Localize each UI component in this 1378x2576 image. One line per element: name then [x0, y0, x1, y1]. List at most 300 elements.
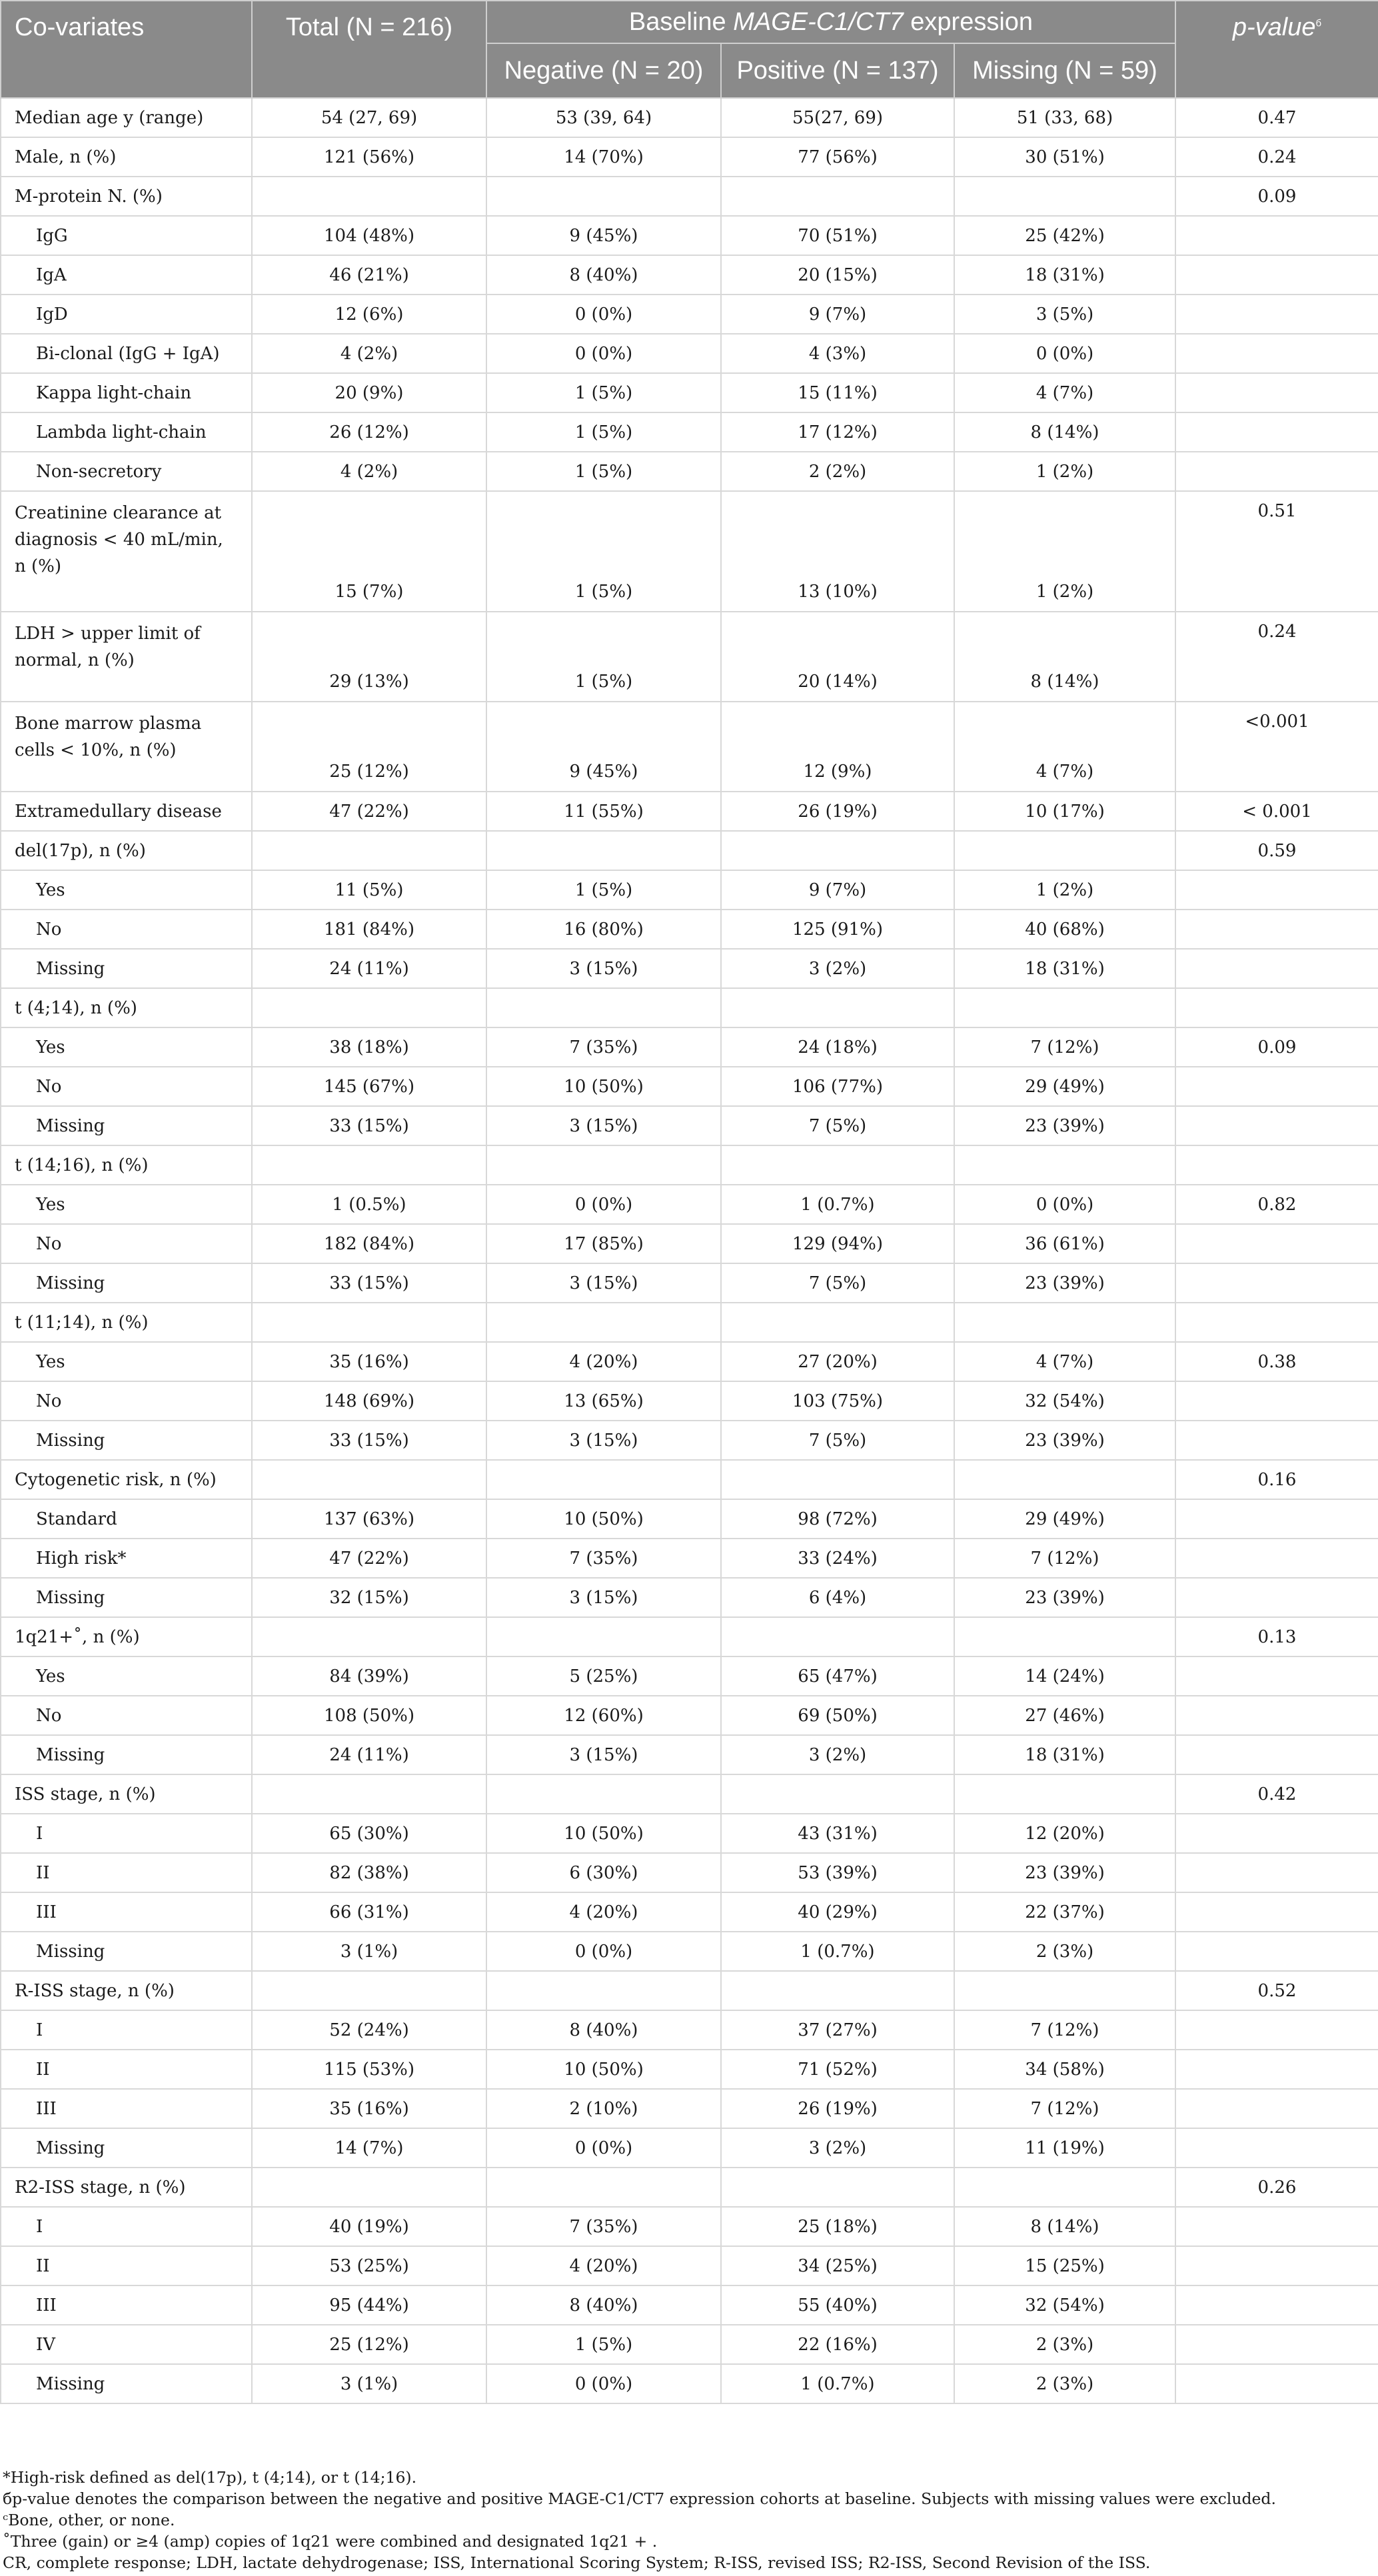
cell-negative: 1 (5%)	[486, 373, 721, 412]
cell-negative	[486, 177, 721, 216]
cell-negative: 11 (55%)	[486, 792, 721, 831]
table-row	[1, 1932, 1378, 1971]
cell-p-value	[1175, 2325, 1378, 2364]
cell-total: 181 (84%)	[252, 910, 486, 949]
cell-missing: 11 (19%)	[954, 2128, 1175, 2168]
cell-total: 35 (16%)	[252, 2089, 486, 2128]
cell-negative: 10 (50%)	[486, 2050, 721, 2089]
row-label: Missing	[1, 1421, 252, 1460]
cell-missing: 18 (31%)	[954, 1735, 1175, 1774]
cell-missing: 23 (39%)	[954, 1106, 1175, 1145]
cell-total	[252, 1617, 486, 1656]
cell-missing: 3 (5%)	[954, 295, 1175, 334]
cell-missing	[954, 831, 1175, 870]
cell-missing	[954, 1145, 1175, 1185]
header-group-gene: MAGE-C1/CT7	[733, 7, 904, 36]
cell-negative: 16 (80%)	[486, 910, 721, 949]
cell-missing: 7 (12%)	[954, 1539, 1175, 1578]
cell-p-value: 0.59	[1175, 831, 1378, 870]
cell-p-value	[1175, 255, 1378, 295]
cell-total: 11 (5%)	[252, 870, 486, 910]
cell-positive: 12 (9%)	[721, 702, 954, 792]
cell-missing: 27 (46%)	[954, 1696, 1175, 1735]
row-label: LDH > upper limit of normal, n (%)	[1, 612, 252, 702]
cell-p-value	[1175, 910, 1378, 949]
table-row	[1, 98, 1378, 137]
header-missing: Missing (N = 59)	[954, 43, 1175, 98]
table-row	[1, 2128, 1378, 2168]
cell-total: 84 (39%)	[252, 1656, 486, 1696]
cell-negative: 7 (35%)	[486, 2207, 721, 2246]
cell-positive: 65 (47%)	[721, 1656, 954, 1696]
table-row	[1, 1617, 1378, 1656]
cell-p-value	[1175, 295, 1378, 334]
cell-positive: 27 (20%)	[721, 1342, 954, 1381]
table-row	[1, 137, 1378, 177]
cell-total: 3 (1%)	[252, 1932, 486, 1971]
cell-total	[252, 1303, 486, 1342]
header-p-value	[1175, 1, 1378, 98]
cell-missing: 4 (7%)	[954, 702, 1175, 792]
cell-positive: 7 (5%)	[721, 1421, 954, 1460]
table-row	[1, 1971, 1378, 2010]
cell-missing: 1 (2%)	[954, 870, 1175, 910]
cell-positive: 26 (19%)	[721, 2089, 954, 2128]
cell-p-value	[1175, 2207, 1378, 2246]
cell-total: 182 (84%)	[252, 1224, 486, 1263]
cell-missing: 2 (3%)	[954, 1932, 1175, 1971]
table-row	[1, 1460, 1378, 1499]
header-p-value-mark: б	[1315, 17, 1322, 29]
cell-total	[252, 1145, 486, 1185]
cell-total: 38 (18%)	[252, 1027, 486, 1067]
table-row	[1, 1853, 1378, 1892]
cell-positive: 71 (52%)	[721, 2050, 954, 2089]
table-row	[1, 1224, 1378, 1263]
row-label: Yes	[1, 870, 252, 910]
table-row	[1, 1027, 1378, 1067]
cell-p-value: 0.52	[1175, 1971, 1378, 2010]
row-label: IV	[1, 2325, 252, 2364]
cell-positive: 98 (72%)	[721, 1499, 954, 1539]
row-label: III	[1, 2285, 252, 2325]
cell-negative: 3 (15%)	[486, 1106, 721, 1145]
row-label: del(17p), n (%)	[1, 831, 252, 870]
cell-total: 12 (6%)	[252, 295, 486, 334]
header-p-value-label: p-value	[1232, 13, 1316, 41]
cell-total: 4 (2%)	[252, 452, 486, 491]
cell-positive: 9 (7%)	[721, 870, 954, 910]
cell-total: 33 (15%)	[252, 1421, 486, 1460]
cell-positive: 25 (18%)	[721, 2207, 954, 2246]
cell-p-value	[1175, 2089, 1378, 2128]
row-label: II	[1, 1853, 252, 1892]
cell-negative	[486, 831, 721, 870]
row-label: IgD	[1, 295, 252, 334]
row-label: Male, n (%)	[1, 137, 252, 177]
cell-positive: 24 (18%)	[721, 1027, 954, 1067]
cell-negative: 9 (45%)	[486, 702, 721, 792]
cell-missing	[954, 1460, 1175, 1499]
cell-p-value	[1175, 1735, 1378, 1774]
row-label: R-ISS stage, n (%)	[1, 1971, 252, 2010]
table-row	[1, 1814, 1378, 1853]
table-row	[1, 412, 1378, 452]
cell-total	[252, 1774, 486, 1814]
header-covariates: Co-variates	[1, 1, 252, 98]
cell-missing: 23 (39%)	[954, 1421, 1175, 1460]
cell-p-value	[1175, 1421, 1378, 1460]
row-label: IgA	[1, 255, 252, 295]
cell-negative: 2 (10%)	[486, 2089, 721, 2128]
row-label: Standard	[1, 1499, 252, 1539]
cell-negative: 10 (50%)	[486, 1499, 721, 1539]
cell-positive: 1 (0.7%)	[721, 2364, 954, 2403]
cell-positive: 1 (0.7%)	[721, 1932, 954, 1971]
cell-negative: 1 (5%)	[486, 491, 721, 612]
cell-total: 24 (11%)	[252, 949, 486, 988]
cell-negative: 4 (20%)	[486, 1342, 721, 1381]
cell-p-value: < 0.001	[1175, 792, 1378, 831]
table-row	[1, 295, 1378, 334]
cell-p-value	[1175, 1656, 1378, 1696]
row-label: Cytogenetic risk, n (%)	[1, 1460, 252, 1499]
header-negative: Negative (N = 20)	[486, 43, 721, 98]
table-row	[1, 702, 1378, 792]
table-row	[1, 216, 1378, 255]
table-row	[1, 1735, 1378, 1774]
table-row	[1, 1539, 1378, 1578]
table-row	[1, 2325, 1378, 2364]
table-row	[1, 1263, 1378, 1303]
table-body	[1, 98, 1378, 2403]
cell-negative: 0 (0%)	[486, 2364, 721, 2403]
cell-missing: 32 (54%)	[954, 1381, 1175, 1421]
footnote: бp-value denotes the comparison between the negative and positive MAGE-C1/CT7 expression cohorts at baseline. Subjects with missing values were excluded.	[3, 2489, 1276, 2508]
cell-positive: 37 (27%)	[721, 2010, 954, 2050]
cell-missing	[954, 988, 1175, 1027]
cell-positive: 7 (5%)	[721, 1106, 954, 1145]
cell-positive: 3 (2%)	[721, 949, 954, 988]
cell-missing: 7 (12%)	[954, 2089, 1175, 2128]
cell-positive: 3 (2%)	[721, 1735, 954, 1774]
table-row	[1, 2089, 1378, 2128]
cell-total: 47 (22%)	[252, 1539, 486, 1578]
cell-p-value	[1175, 1145, 1378, 1185]
table-row	[1, 1499, 1378, 1539]
row-label: III	[1, 1892, 252, 1932]
cell-p-value: 0.09	[1175, 177, 1378, 216]
row-label: t (14;16), n (%)	[1, 1145, 252, 1185]
row-label: Bone marrow plasma cells < 10%, n (%)	[1, 702, 252, 792]
table-row	[1, 870, 1378, 910]
cell-positive: 40 (29%)	[721, 1892, 954, 1932]
cell-negative: 0 (0%)	[486, 334, 721, 373]
row-label: III	[1, 2089, 252, 2128]
table-footnotes	[0, 2467, 1362, 2573]
cell-p-value: 0.09	[1175, 1027, 1378, 1067]
row-label: Non-secretory	[1, 452, 252, 491]
cell-missing: 8 (14%)	[954, 2207, 1175, 2246]
row-label: I	[1, 2010, 252, 2050]
table-row	[1, 1656, 1378, 1696]
cell-positive: 34 (25%)	[721, 2246, 954, 2285]
cell-positive	[721, 831, 954, 870]
table-row	[1, 988, 1378, 1027]
cell-p-value	[1175, 452, 1378, 491]
cell-p-value	[1175, 373, 1378, 412]
cell-missing: 15 (25%)	[954, 2246, 1175, 2285]
cell-p-value	[1175, 2128, 1378, 2168]
cell-total: 26 (12%)	[252, 412, 486, 452]
table-row	[1, 1185, 1378, 1224]
cell-total: 82 (38%)	[252, 1853, 486, 1892]
cell-missing: 1 (2%)	[954, 491, 1175, 612]
row-label: High risk*	[1, 1539, 252, 1578]
row-label: Missing	[1, 1263, 252, 1303]
cell-negative: 8 (40%)	[486, 2010, 721, 2050]
table-row	[1, 2246, 1378, 2285]
cell-p-value	[1175, 2285, 1378, 2325]
row-label: 1q21+˚, n (%)	[1, 1617, 252, 1656]
cell-negative: 3 (15%)	[486, 1735, 721, 1774]
row-label: Missing	[1, 2128, 252, 2168]
table-row	[1, 792, 1378, 831]
cell-p-value	[1175, 2010, 1378, 2050]
row-label: No	[1, 910, 252, 949]
cell-total	[252, 2168, 486, 2207]
cell-positive: 22 (16%)	[721, 2325, 954, 2364]
row-label: Missing	[1, 1578, 252, 1617]
cell-missing: 30 (51%)	[954, 137, 1175, 177]
cell-total: 53 (25%)	[252, 2246, 486, 2285]
cell-missing: 0 (0%)	[954, 1185, 1175, 1224]
table-row	[1, 1421, 1378, 1460]
row-label: Missing	[1, 949, 252, 988]
cell-p-value: 0.26	[1175, 2168, 1378, 2207]
cell-total: 33 (15%)	[252, 1106, 486, 1145]
cell-positive: 15 (11%)	[721, 373, 954, 412]
cell-p-value	[1175, 988, 1378, 1027]
footnote: ᶜBone, other, or none.	[3, 2511, 175, 2529]
cell-p-value: 0.82	[1175, 1185, 1378, 1224]
cell-total: 24 (11%)	[252, 1735, 486, 1774]
table-row	[1, 2285, 1378, 2325]
cell-total: 3 (1%)	[252, 2364, 486, 2403]
cell-missing: 0 (0%)	[954, 334, 1175, 373]
cell-positive: 9 (7%)	[721, 295, 954, 334]
cell-total	[252, 1971, 486, 2010]
cell-p-value	[1175, 1696, 1378, 1735]
cell-p-value: 0.13	[1175, 1617, 1378, 1656]
cell-p-value	[1175, 1578, 1378, 1617]
row-label: I	[1, 1814, 252, 1853]
cell-missing	[954, 177, 1175, 216]
cell-negative: 8 (40%)	[486, 2285, 721, 2325]
cell-p-value	[1175, 1303, 1378, 1342]
cell-missing: 36 (61%)	[954, 1224, 1175, 1263]
cell-total: 47 (22%)	[252, 792, 486, 831]
cell-p-value: 0.47	[1175, 98, 1378, 137]
cell-total: 145 (67%)	[252, 1067, 486, 1106]
cell-missing: 12 (20%)	[954, 1814, 1175, 1853]
cell-negative: 7 (35%)	[486, 1027, 721, 1067]
cell-missing: 10 (17%)	[954, 792, 1175, 831]
cell-positive	[721, 1774, 954, 1814]
cell-total: 108 (50%)	[252, 1696, 486, 1735]
cell-total	[252, 1460, 486, 1499]
table-row	[1, 1381, 1378, 1421]
cell-negative	[486, 2168, 721, 2207]
table-row	[1, 2364, 1378, 2403]
row-label: No	[1, 1067, 252, 1106]
row-label: Lambda light-chain	[1, 412, 252, 452]
row-label: R2-ISS stage, n (%)	[1, 2168, 252, 2207]
cell-missing: 8 (14%)	[954, 612, 1175, 702]
cell-positive: 33 (24%)	[721, 1539, 954, 1578]
table-row	[1, 491, 1378, 612]
cell-total: 25 (12%)	[252, 702, 486, 792]
cell-p-value	[1175, 2050, 1378, 2089]
cell-positive: 1 (0.7%)	[721, 1185, 954, 1224]
cell-p-value	[1175, 1499, 1378, 1539]
cell-positive: 2 (2%)	[721, 452, 954, 491]
cell-positive: 53 (39%)	[721, 1853, 954, 1892]
table-row	[1, 1106, 1378, 1145]
cell-p-value	[1175, 334, 1378, 373]
cell-p-value	[1175, 1892, 1378, 1932]
cell-negative: 17 (85%)	[486, 1224, 721, 1263]
cell-missing: 18 (31%)	[954, 255, 1175, 295]
cell-total: 14 (7%)	[252, 2128, 486, 2168]
table-row	[1, 2168, 1378, 2207]
cell-p-value: <0.001	[1175, 702, 1378, 792]
cell-total: 20 (9%)	[252, 373, 486, 412]
header-positive: Positive (N = 137)	[721, 43, 954, 98]
cell-negative: 7 (35%)	[486, 1539, 721, 1578]
cell-positive: 125 (91%)	[721, 910, 954, 949]
table-row	[1, 1774, 1378, 1814]
header-total: Total (N = 216)	[252, 1, 486, 98]
cell-positive	[721, 1460, 954, 1499]
cell-positive: 20 (15%)	[721, 255, 954, 295]
cell-missing: 2 (3%)	[954, 2325, 1175, 2364]
table-row	[1, 910, 1378, 949]
cell-total	[252, 831, 486, 870]
cell-missing: 2 (3%)	[954, 2364, 1175, 2403]
row-label: Missing	[1, 1735, 252, 1774]
cell-total: 1 (0.5%)	[252, 1185, 486, 1224]
cell-positive: 106 (77%)	[721, 1067, 954, 1106]
cell-positive	[721, 1303, 954, 1342]
cell-negative: 8 (40%)	[486, 255, 721, 295]
cell-total: 137 (63%)	[252, 1499, 486, 1539]
cell-negative	[486, 1774, 721, 1814]
cell-p-value	[1175, 2364, 1378, 2403]
row-label: Kappa light-chain	[1, 373, 252, 412]
cell-p-value	[1175, 1067, 1378, 1106]
cell-missing: 23 (39%)	[954, 1853, 1175, 1892]
row-label: Yes	[1, 1342, 252, 1381]
table-row	[1, 1578, 1378, 1617]
cell-missing: 23 (39%)	[954, 1578, 1175, 1617]
cell-negative	[486, 988, 721, 1027]
cell-positive: 3 (2%)	[721, 2128, 954, 2168]
cell-positive	[721, 177, 954, 216]
row-label: Missing	[1, 1932, 252, 1971]
cell-p-value: 0.51	[1175, 491, 1378, 612]
cell-missing	[954, 1971, 1175, 2010]
cell-p-value: 0.38	[1175, 1342, 1378, 1381]
table-row	[1, 1892, 1378, 1932]
footnote: CR, complete response; LDH, lactate dehydrogenase; ISS, International Scoring System; R-ISS, revised ISS; R2-ISS, Second Revision of the ISS.	[3, 2553, 1151, 2572]
cell-missing: 7 (12%)	[954, 2010, 1175, 2050]
cell-negative: 3 (15%)	[486, 1578, 721, 1617]
cell-total: 121 (56%)	[252, 137, 486, 177]
cell-negative: 5 (25%)	[486, 1656, 721, 1696]
row-label: t (4;14), n (%)	[1, 988, 252, 1027]
table-row	[1, 1342, 1378, 1381]
cell-positive: 7 (5%)	[721, 1263, 954, 1303]
cell-positive	[721, 1145, 954, 1185]
cell-negative: 3 (15%)	[486, 1421, 721, 1460]
cell-missing: 7 (12%)	[954, 1027, 1175, 1067]
cell-positive: 17 (12%)	[721, 412, 954, 452]
table-row	[1, 1145, 1378, 1185]
cell-positive: 26 (19%)	[721, 792, 954, 831]
cell-total: 46 (21%)	[252, 255, 486, 295]
cell-positive	[721, 1971, 954, 2010]
cell-missing: 4 (7%)	[954, 373, 1175, 412]
cell-missing: 14 (24%)	[954, 1656, 1175, 1696]
cell-negative: 3 (15%)	[486, 949, 721, 988]
row-label: M-protein N. (%)	[1, 177, 252, 216]
cell-p-value	[1175, 1224, 1378, 1263]
cell-positive: 55(27, 69)	[721, 98, 954, 137]
table-row	[1, 612, 1378, 702]
cell-positive	[721, 1617, 954, 1656]
cell-p-value	[1175, 1381, 1378, 1421]
row-label: Missing	[1, 2364, 252, 2403]
cell-p-value	[1175, 1539, 1378, 1578]
row-label: I	[1, 2207, 252, 2246]
cell-positive: 69 (50%)	[721, 1696, 954, 1735]
table-row	[1, 831, 1378, 870]
cell-p-value	[1175, 1814, 1378, 1853]
row-label: IgG	[1, 216, 252, 255]
cell-negative: 10 (50%)	[486, 1067, 721, 1106]
cell-positive: 77 (56%)	[721, 137, 954, 177]
cell-negative	[486, 1460, 721, 1499]
cell-negative: 0 (0%)	[486, 295, 721, 334]
table-row	[1, 2010, 1378, 2050]
cell-negative: 0 (0%)	[486, 2128, 721, 2168]
cell-total: 40 (19%)	[252, 2207, 486, 2246]
table-row	[1, 452, 1378, 491]
cell-negative: 53 (39, 64)	[486, 98, 721, 137]
cell-positive: 13 (10%)	[721, 491, 954, 612]
header-group-prefix: Baseline	[628, 7, 734, 36]
row-label: No	[1, 1696, 252, 1735]
cell-total: 4 (2%)	[252, 334, 486, 373]
cell-negative: 1 (5%)	[486, 2325, 721, 2364]
row-label: No	[1, 1224, 252, 1263]
cell-negative	[486, 1617, 721, 1656]
cell-p-value	[1175, 412, 1378, 452]
cell-missing: 40 (68%)	[954, 910, 1175, 949]
cell-negative: 12 (60%)	[486, 1696, 721, 1735]
table-row	[1, 949, 1378, 988]
